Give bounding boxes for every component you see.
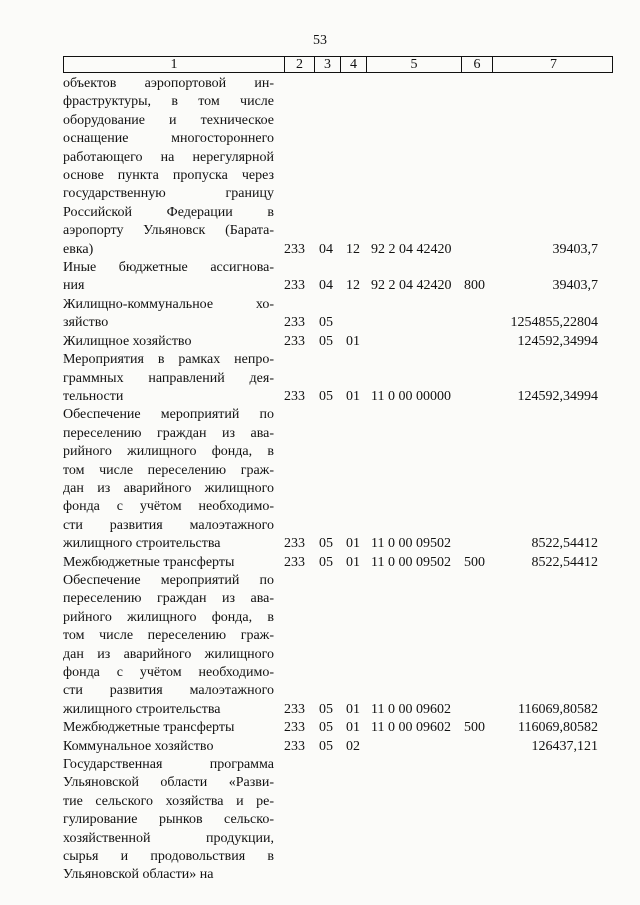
table-row	[63, 259, 615, 296]
section-code: 05	[319, 315, 333, 331]
header-col-5: 5	[367, 57, 462, 72]
row-description	[63, 333, 274, 351]
description-line: сти развития малоэтажного	[63, 517, 274, 533]
description-line: Межбюджетные трансферты	[63, 554, 235, 570]
subsection-code: 01	[346, 333, 360, 349]
description-line: фраструктуры, в том числе	[63, 94, 274, 110]
amount: 8522,54412	[531, 554, 598, 570]
amount: 1254855,22804	[510, 315, 598, 331]
section-code: 05	[319, 554, 333, 570]
table-row	[63, 554, 615, 572]
amount: 39403,7	[552, 278, 598, 294]
chapter-code: 233	[284, 278, 305, 294]
description-line: тельности	[63, 388, 124, 404]
table-row	[63, 738, 615, 756]
description-line: сти развития малоэтажного	[63, 683, 274, 699]
description-line: рийного жилищного фонда, в	[63, 609, 274, 625]
chapter-code: 233	[284, 315, 305, 331]
header-col-4: 4	[341, 57, 367, 72]
section-code: 05	[319, 738, 333, 754]
chapter-code: 233	[284, 554, 305, 570]
table-row	[63, 719, 615, 737]
header-col-2: 2	[285, 57, 315, 72]
description-line: тие сельского хозяйства и ре-	[63, 793, 274, 809]
chapter-code: 233	[284, 388, 305, 404]
chapter-code: 233	[284, 738, 305, 754]
chapter-code: 233	[284, 720, 305, 736]
description-line: переселению граждан из ава-	[63, 425, 274, 441]
amount: 124592,34994	[517, 388, 598, 404]
section-code: 05	[319, 388, 333, 404]
subsection-code: 01	[346, 536, 360, 552]
target-article-code: 11 0 00 09602	[371, 701, 451, 717]
target-article-code: 92 2 04 42420	[371, 241, 452, 257]
target-article-code: 11 0 00 09502	[371, 554, 451, 570]
header-col-3: 3	[315, 57, 341, 72]
description-line: жилищного строительства	[63, 701, 221, 717]
amount: 8522,54412	[531, 536, 598, 552]
description-line: том числе переселению граж-	[63, 462, 274, 478]
description-line: ния	[63, 278, 85, 294]
section-code: 05	[319, 720, 333, 736]
description-line: Государственная программа	[63, 757, 274, 773]
row-description	[63, 75, 274, 259]
header-col-7: 7	[550, 57, 557, 72]
target-article-code: 11 0 00 00000	[371, 388, 451, 404]
subsection-code: 01	[346, 701, 360, 717]
subsection-code: 02	[346, 738, 360, 754]
description-line: Ульяновской области» на	[63, 867, 214, 883]
description-line: оснащение многостороннего	[63, 131, 274, 147]
description-line: Коммунальное хозяйство	[63, 738, 214, 754]
description-line: зяйство	[63, 315, 109, 331]
chapter-code: 233	[284, 333, 305, 349]
description-line: дан из аварийного жилищного	[63, 480, 274, 496]
section-code: 04	[319, 278, 333, 294]
target-article-code: 11 0 00 09602	[371, 720, 451, 736]
section-code: 05	[319, 333, 333, 349]
row-description	[63, 719, 274, 737]
description-line: работающего на нерегулярной	[63, 149, 274, 165]
description-line: Обеспечение мероприятий по	[63, 572, 274, 588]
amount: 126437,121	[531, 738, 598, 754]
description-line: гулирование рынков сельско-	[63, 812, 274, 828]
description-line: Иные бюджетные ассигнова-	[63, 260, 274, 276]
description-line: фонда с учётом необходимо-	[63, 665, 274, 680]
amount: 116069,80582	[518, 701, 598, 717]
page-number: 53	[313, 33, 327, 48]
description-line: оборудование и техническое	[63, 112, 274, 128]
row-description	[63, 259, 274, 296]
description-line: Российской Федерации в	[63, 204, 274, 220]
description-line: Межбюджетные трансферты	[63, 720, 235, 736]
subsection-code: 01	[346, 554, 360, 570]
budget-table	[63, 75, 615, 885]
row-description	[63, 296, 274, 333]
row-description	[63, 406, 274, 553]
row-description	[63, 351, 274, 406]
amount: 39403,7	[552, 241, 598, 257]
row-description	[63, 554, 274, 572]
table-row	[63, 406, 615, 553]
table-row	[63, 75, 615, 259]
amount: 124592,34994	[517, 333, 598, 349]
expense-type-code: 500	[464, 720, 485, 736]
section-code: 05	[319, 701, 333, 717]
section-code: 04	[319, 241, 333, 257]
chapter-code: 233	[284, 241, 305, 257]
description-line: фонда с учётом необходимо-	[63, 499, 274, 515]
subsection-code: 01	[346, 720, 360, 736]
row-description	[63, 738, 274, 756]
table-row	[63, 351, 615, 406]
subsection-code: 12	[346, 241, 360, 257]
amount: 116069,80582	[518, 720, 598, 736]
target-article-code: 11 0 00 09502	[371, 536, 451, 552]
description-line: Обеспечение мероприятий по	[63, 407, 274, 423]
description-line: граммных направлений дея-	[63, 370, 274, 386]
chapter-code: 233	[284, 536, 305, 552]
description-line: сырья и продовольствия в	[63, 849, 274, 865]
table-header	[63, 56, 613, 73]
description-line: объектов аэропортовой ин-	[63, 76, 274, 91]
header-col-6: 6	[462, 57, 493, 72]
description-line: Мероприятия в рамках непро-	[63, 352, 274, 368]
description-line: Ульяновской области «Разви-	[63, 775, 274, 791]
table-row	[63, 296, 615, 333]
table-row	[63, 333, 615, 351]
subsection-code: 01	[346, 388, 360, 404]
row-description	[63, 572, 274, 719]
expense-type-code: 500	[464, 554, 485, 570]
table-row	[63, 756, 615, 885]
description-line: Жилищно-коммунальное хо-	[63, 296, 274, 312]
description-line: Жилищное хозяйство	[63, 333, 192, 349]
row-description	[63, 756, 274, 885]
description-line: переселению граждан из ава-	[63, 591, 274, 607]
description-line: хозяйственной продукции,	[63, 830, 274, 846]
expense-type-code: 800	[464, 278, 485, 294]
target-article-code: 92 2 04 42420	[371, 278, 452, 294]
description-line: рийного жилищного фонда, в	[63, 444, 274, 460]
description-line: жилищного строительства	[63, 536, 221, 552]
description-line: том числе переселению граж-	[63, 628, 274, 644]
description-line: аэропорту Ульяновск (Барата-	[63, 223, 274, 239]
description-line: основе пункта пропуска через	[63, 168, 274, 184]
description-line: евка)	[63, 241, 94, 257]
table-row	[63, 572, 615, 719]
chapter-code: 233	[284, 701, 305, 717]
section-code: 05	[319, 536, 333, 552]
description-line: государственную границу	[63, 186, 274, 202]
description-line: дан из аварийного жилищного	[63, 646, 274, 662]
subsection-code: 12	[346, 278, 360, 294]
header-col-1: 1	[64, 57, 285, 72]
